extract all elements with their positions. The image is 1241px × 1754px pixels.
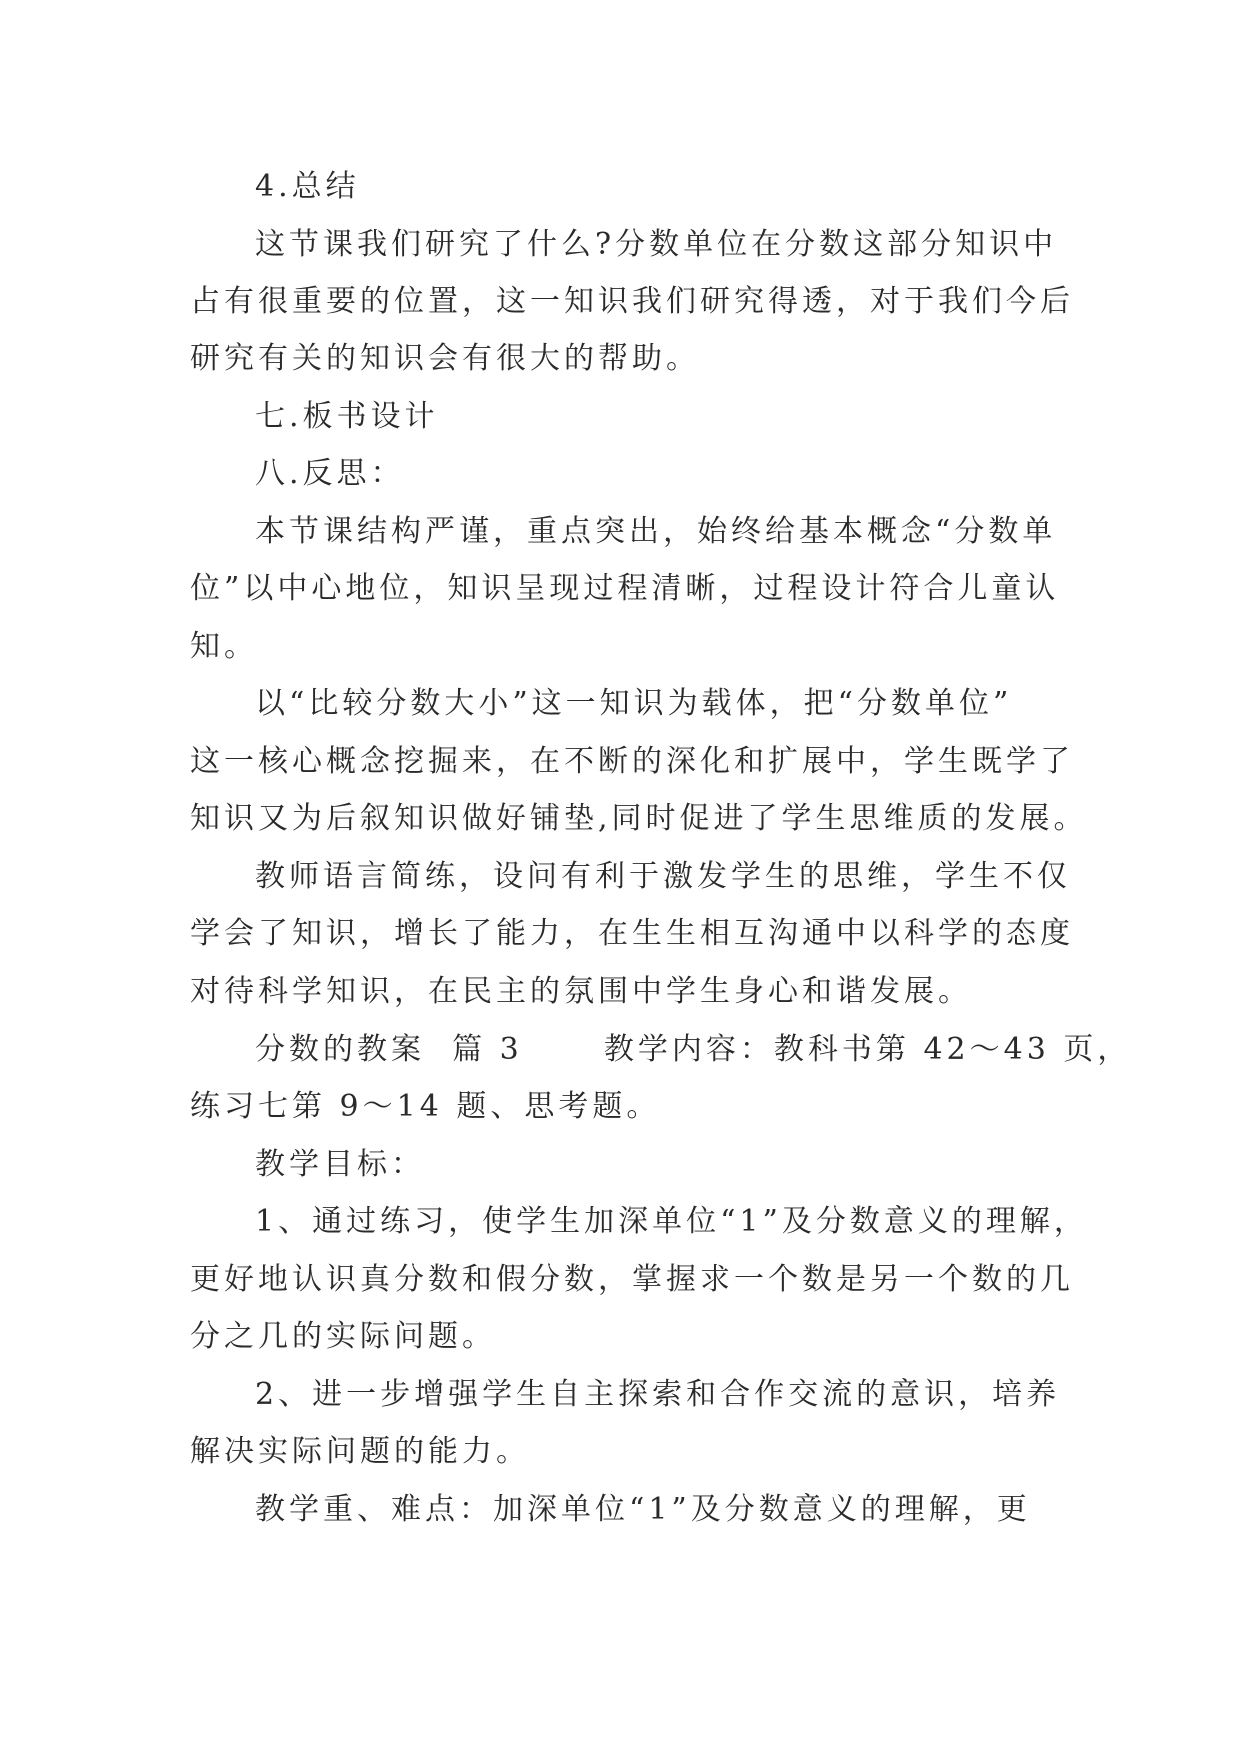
paragraph-line: 练习七第 9～14 题、思考题。 bbox=[190, 1089, 661, 1124]
paragraph-line: 教学重、难点：加深单位“1”及分数意义的理解，更 bbox=[255, 1492, 1031, 1527]
heading-objectives: 教学目标： bbox=[255, 1147, 425, 1182]
paragraph-line: 1、通过练习，使学生加深单位“1”及分数意义的理解， bbox=[255, 1204, 1088, 1239]
paragraph-line: 研究有关的知识会有很大的帮助。 bbox=[190, 341, 700, 376]
paragraph-line: 这一核心概念挖掘来，在不断的深化和扩展中，学生既学了 bbox=[190, 744, 1074, 779]
paragraph-line: 解决实际问题的能力。 bbox=[190, 1434, 530, 1469]
heading-reflection: 八.反思： bbox=[255, 456, 405, 491]
heading-board-design: 七.板书设计 bbox=[255, 399, 439, 434]
paragraph-line: 对待科学知识，在民主的氛围中学生身心和谐发展。 bbox=[190, 974, 972, 1009]
paragraph-line: 学会了知识，增长了能力，在生生相互沟通中以科学的态度 bbox=[190, 916, 1074, 951]
heading-summary: 4.总结 bbox=[255, 169, 360, 204]
paragraph-line: 教师语言简练，设问有利于激发学生的思维，学生不仅 bbox=[255, 859, 1071, 894]
paragraph-line: 知识又为后叙知识做好铺垫,同时促进了学生思维质的发展。 bbox=[190, 801, 1088, 836]
paragraph-line: 位”以中心地位，知识呈现过程清晰，过程设计符合儿童认 bbox=[190, 571, 1060, 606]
paragraph-line: 本节课结构严谨，重点突出，始终给基本概念“分数单 bbox=[255, 514, 1057, 549]
section-title-lesson-3: 分数的教案 篇 3 教学内容：教科书第 42～43 页， bbox=[255, 1032, 1132, 1067]
paragraph-line: 2、进一步增强学生自主探索和合作交流的意识，培养 bbox=[255, 1377, 1061, 1412]
paragraph-line: 知。 bbox=[190, 629, 258, 664]
paragraph-line: 这节课我们研究了什么?分数单位在分数这部分知识中 bbox=[255, 227, 1058, 262]
paragraph-line: 分之几的实际问题。 bbox=[190, 1319, 496, 1354]
paragraph-line: 以“比较分数大小”这一知识为载体，把“分数单位” bbox=[255, 686, 1013, 721]
paragraph-line: 更好地认识真分数和假分数，掌握求一个数是另一个数的几 bbox=[190, 1262, 1074, 1297]
paragraph-line: 占有很重要的位置，这一知识我们研究得透，对于我们今后 bbox=[190, 284, 1074, 319]
